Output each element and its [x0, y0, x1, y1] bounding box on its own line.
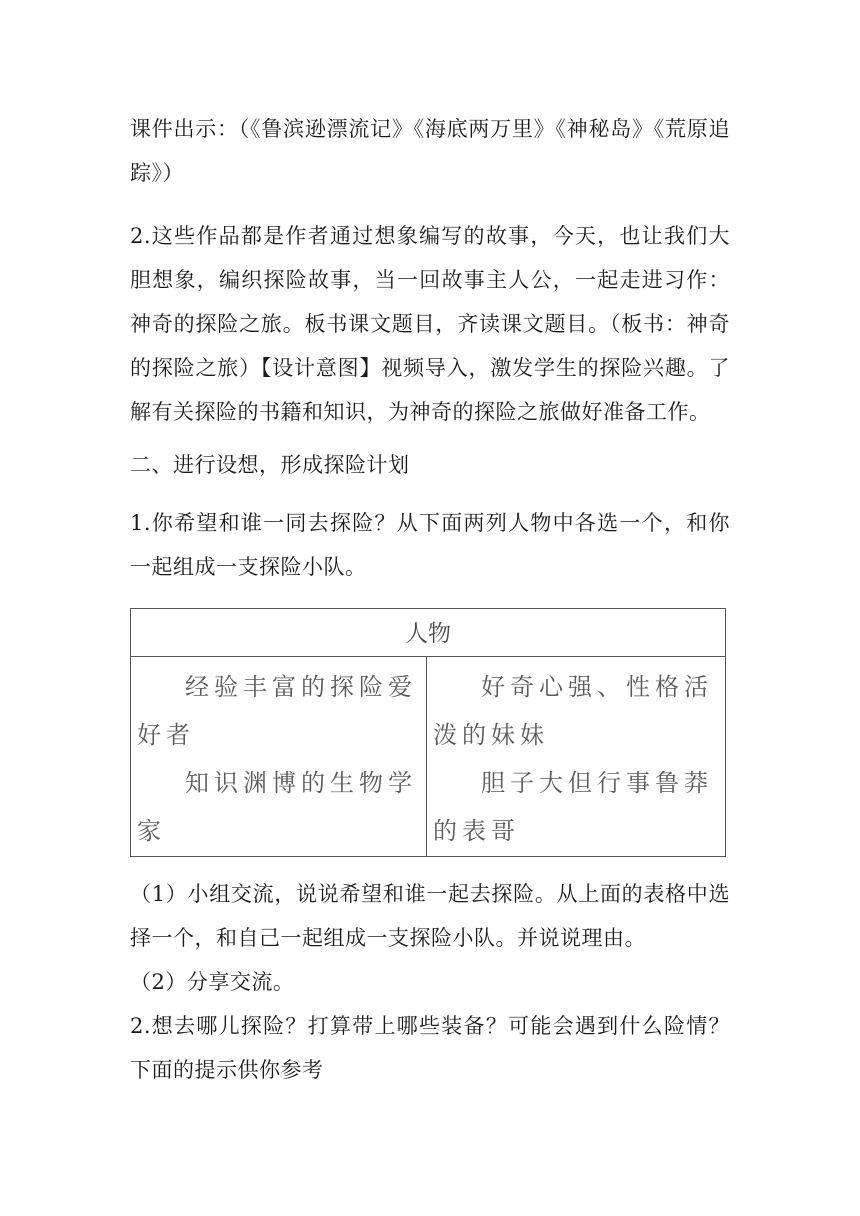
table-header: 人物	[131, 609, 725, 657]
table-cell-entry: 知识渊博的生物学家	[137, 769, 417, 845]
table-cell-entry: 经验丰富的探险爱好者	[137, 673, 417, 749]
subquestion-2-paragraph: （2）分享交流。	[130, 970, 295, 994]
section-heading: 二、进行设想，形成探险计划	[130, 453, 410, 477]
subquestion-1-paragraph: （1）小组交流，说说希望和谁一起去探险。从上面的表格中选择一个，和自己一起组成一支探险小队。并说说理由。	[130, 882, 730, 950]
question-1-paragraph: 1.你希望和谁一同去探险？从下面两列人物中各选一个，和你一起组成一支探险小队。	[130, 511, 730, 579]
question-2-paragraph: 2.想去哪儿探险？打算带上哪些装备？可能会遇到什么险情？下面的提示供你参考	[130, 1014, 730, 1082]
table-column-right	[427, 657, 725, 856]
courseware-paragraph: 课件出示：（《鲁滨逊漂流记》《海底两万里》《神秘岛》《荒原追踪》）	[130, 117, 730, 185]
characters-table	[130, 608, 726, 857]
intro-paragraph: 2.这些作品都是作者通过想象编写的故事，今天，也让我们大胆想象，编织探险故事，当一回故事主人公，一起走进习作：神奇的探险之旅。板书课文题目，齐读课文题目。（板书：神奇的探险之旅）【设计意图】视频导入，激发学生的探险兴趣。了解有关探险的书籍和知识，为神奇的探险之旅做好准备工作。	[130, 224, 730, 424]
table-cell-entry: 好奇心强、性格活泼的妹妹	[433, 673, 713, 749]
table-cell-entry: 胆子大但行事鲁莽的表哥	[433, 769, 713, 845]
table-column-left	[131, 657, 427, 856]
